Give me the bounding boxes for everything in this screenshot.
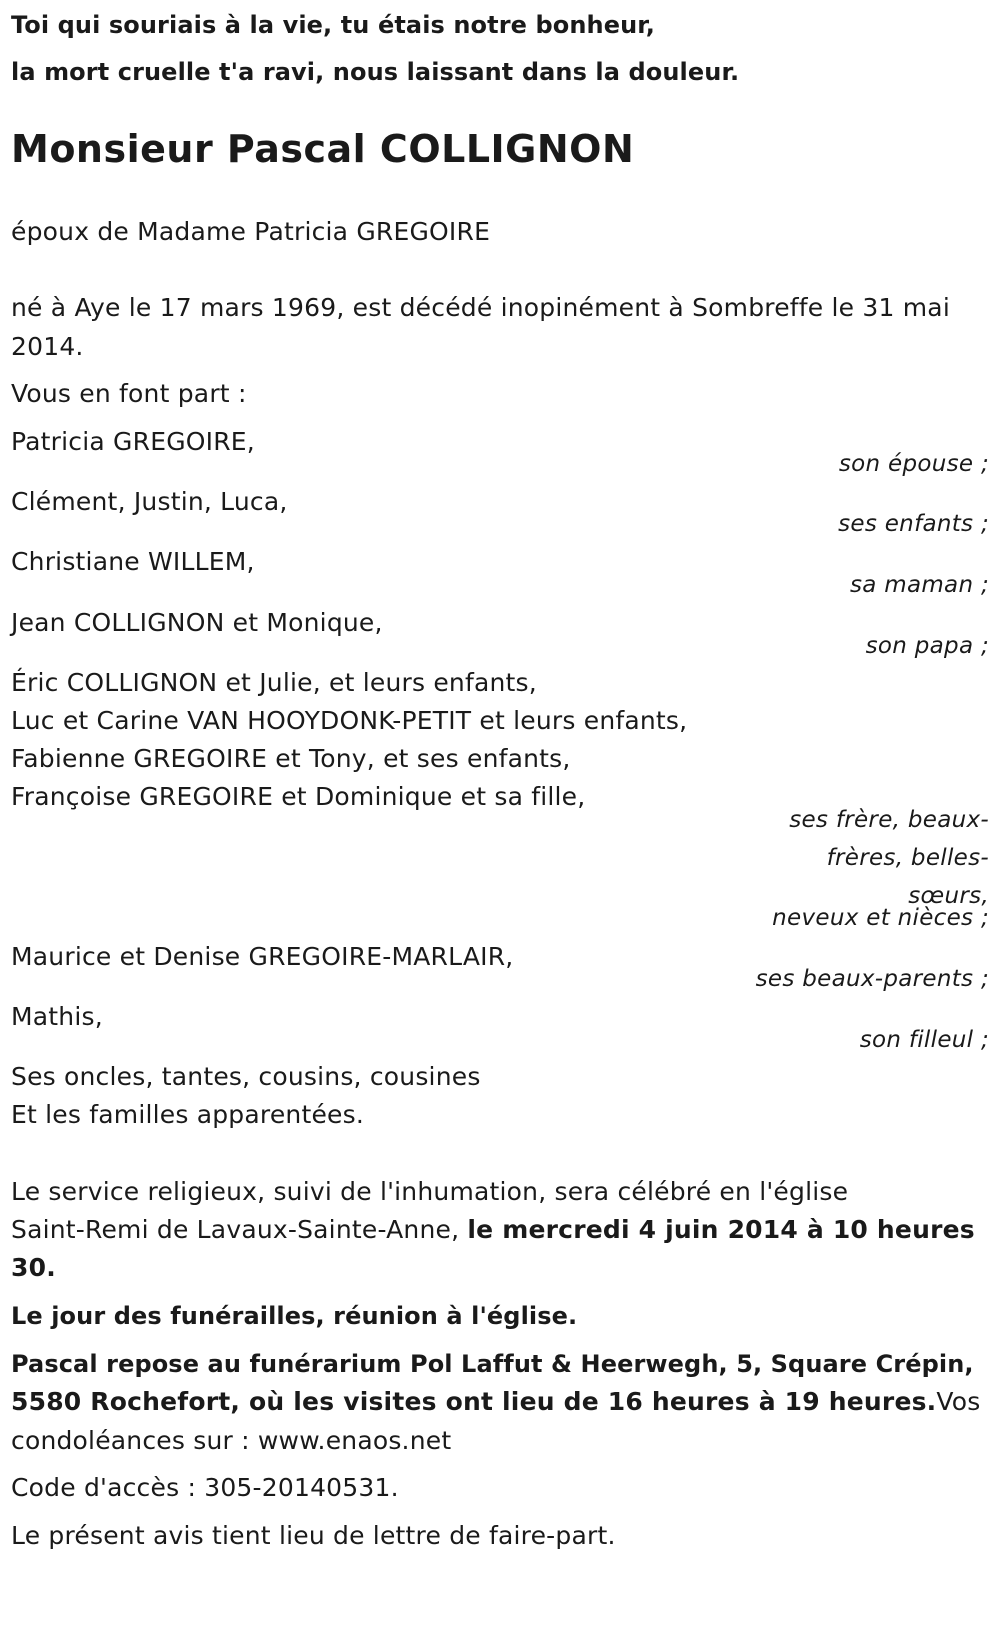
family-role: ses enfants ; [838, 511, 989, 537]
meeting-line: Le jour des funérailles, réunion à l'église. [11, 1302, 578, 1330]
service-location: Saint-Remi de Lavaux-Sainte-Anne, [11, 1215, 468, 1244]
birth-death-line-2: 2014. [11, 332, 84, 361]
birth-death-line-1: né à Aye le 17 mars 1969, est décédé inopinément à Sombreffe le 31 mai [11, 293, 950, 322]
godson-names: Mathis, [11, 1002, 103, 1031]
service-line-2 [11, 1210, 975, 1250]
deceased-name: Monsieur Pascal COLLIGNON [11, 127, 635, 171]
funeral-home-line-1: Pascal repose au funérarium Pol Laffut & Heerwegh, 5, Square Crépin, [11, 1350, 974, 1378]
announcers-intro: Vous en font part : [11, 379, 247, 408]
service-line-3 [11, 1248, 56, 1288]
spouse-line: époux de Madame Patricia GREGOIRE [11, 217, 491, 246]
family-names: Jean COLLIGNON et Monique, [11, 608, 383, 637]
godson-role: son filleul ; [859, 1027, 989, 1053]
family-names: Patricia GREGOIRE, [11, 427, 255, 456]
family-role: sa maman ; [849, 572, 989, 598]
service-time-end: 30. [11, 1253, 56, 1282]
extended-family-line-2: Et les familles apparentées. [11, 1100, 364, 1129]
family-role: son papa ; [865, 633, 989, 659]
epitaph-line-1: Toi qui souriais à la vie, tu étais notre bonheur, [11, 11, 655, 39]
siblings-role-line: sœurs, [908, 883, 989, 909]
condolences-lead: Vos [936, 1387, 981, 1416]
in-laws-role: ses beaux-parents ; [755, 966, 989, 992]
condolences-line: condoléances sur : www.enaos.net [11, 1426, 452, 1455]
epitaph-line-2: la mort cruelle t'a ravi, nous laissant dans la douleur. [11, 58, 740, 86]
siblings-line: Françoise GREGOIRE et Dominique et sa fille, [11, 782, 586, 811]
family-names: Christiane WILLEM, [11, 547, 255, 576]
siblings-role-line: neveux et nièces ; [772, 905, 989, 931]
visiting-hours: 5580 Rochefort, où les visites ont lieu de 16 heures à 19 heures. [11, 1387, 937, 1416]
siblings-line: Éric COLLIGNON et Julie, et leurs enfants, [11, 668, 537, 697]
family-role: son épouse ; [838, 451, 989, 477]
service-line-1: Le service religieux, suivi de l'inhumation, sera célébré en l'église [11, 1177, 849, 1206]
service-date: le mercredi 4 juin 2014 à 10 heures [467, 1215, 975, 1244]
in-laws-names: Maurice et Denise GREGOIRE-MARLAIR, [11, 942, 514, 971]
access-code: Code d'accès : 305-20140531. [11, 1473, 399, 1502]
extended-family-line-1: Ses oncles, tantes, cousins, cousines [11, 1062, 481, 1091]
siblings-role-line: frères, belles- [826, 845, 989, 871]
closing-line: Le présent avis tient lieu de lettre de faire-part. [11, 1521, 616, 1550]
siblings-line: Luc et Carine VAN HOOYDONK-PETIT et leurs enfants, [11, 706, 688, 735]
siblings-role-line: ses frère, beaux- [789, 807, 989, 833]
siblings-line: Fabienne GREGOIRE et Tony, et ses enfants, [11, 744, 571, 773]
funeral-home-line-2 [11, 1382, 980, 1422]
family-names: Clément, Justin, Luca, [11, 487, 288, 516]
